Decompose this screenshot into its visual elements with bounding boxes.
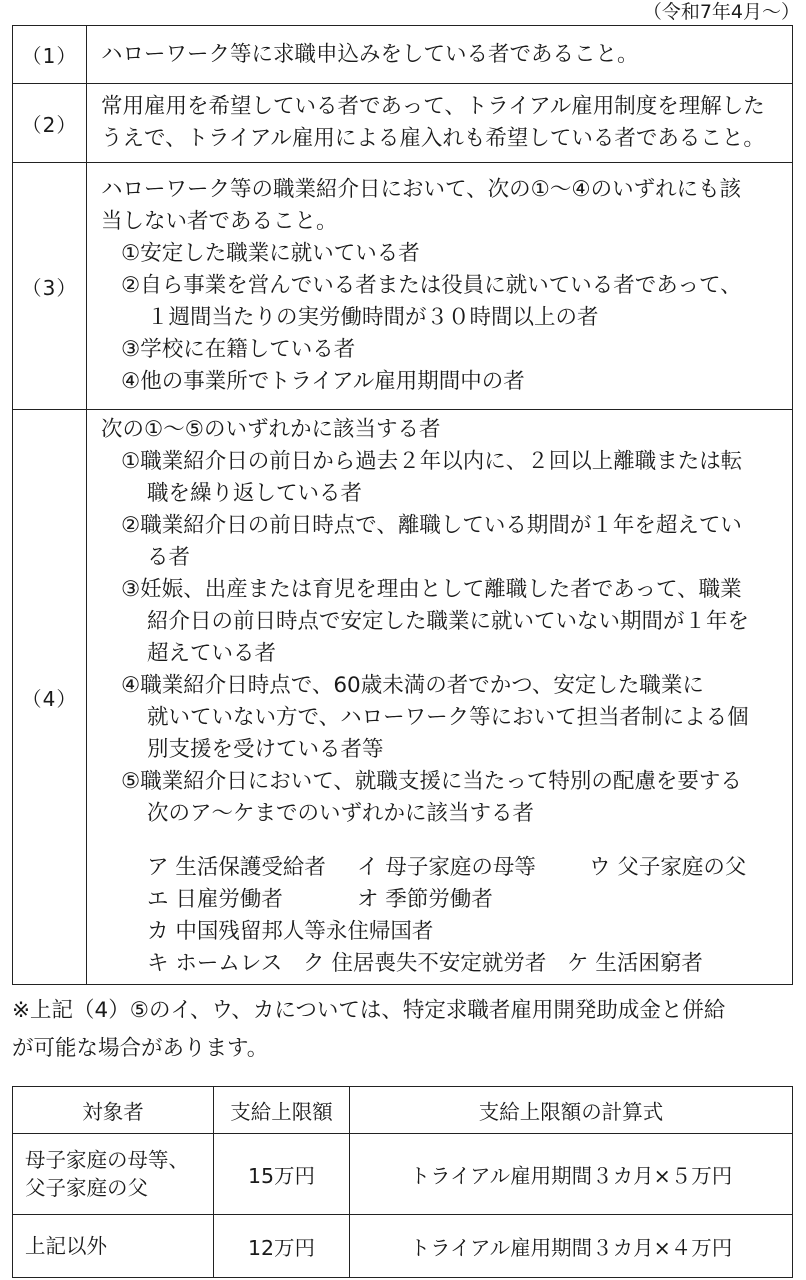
category-line [147,916,782,948]
requirement-line: 当しない者であること。 [101,209,338,234]
category-item: ケ 生活困窮者 [567,951,703,976]
exclusion-item-continued: １週間当たりの実労働時間が３０時間以上の者 [147,305,599,330]
table-row [13,1215,793,1278]
formula-cell: トライアル雇用期間３カ月×５万円 [350,1134,793,1215]
condition-item-continued: 職を繰り返している者 [147,481,363,506]
category-item: カ 中国残留邦人等永住帰国者 [147,919,434,944]
limit-cell: 15万円 [214,1134,350,1215]
effective-date-note: （令和7年4月〜） [642,1,800,23]
condition-item: ③妊娠、出産または育児を理由として離職した者であって、職業 [121,577,742,602]
exclusion-item: ①安定した職業に就いている者 [121,241,420,266]
requirement-line: うえで、トライアル雇用による雇入れも希望している者であること。 [101,126,765,151]
target-line: 上記以外 [25,1234,107,1258]
condition-item: ②職業紹介日の前日時点で、離職している期間が１年を超えてい [121,513,742,538]
limit-cell: 12万円 [214,1215,350,1278]
exclusion-item: ④他の事業所でトライアル雇用期間中の者 [121,369,525,394]
column-header: 支給上限額 [214,1087,350,1134]
condition-item: ④職業紹介日時点で、60歳未満の者でかつ、安定した職業に [121,673,704,698]
condition-item-continued: る者 [147,545,191,570]
condition-item: ⑤職業紹介日において、就職支援に当たって特別の配慮を要する [121,769,742,794]
category-line [147,852,782,884]
category-line [147,884,782,916]
category-item: イ 母子家庭の母等 [357,855,536,880]
category-item: キ ホームレス [147,951,283,976]
note-line: ※上記（4）⑤のイ、ウ、カについては、特定求職者雇用開発助成金と併給 [12,998,726,1023]
note-line: が可能な場合があります。 [12,1036,269,1061]
table-header-row [13,1087,793,1134]
condition-item: ①職業紹介日の前日から過去２年以内に、２回以上離職または転 [121,449,743,474]
column-header: 対象者 [13,1087,214,1134]
requirement-line: 常用雇用を希望している者であって、トライアル雇用制度を理解した [101,94,765,119]
condition-item-continued: 就いていない方で、ハローワーク等において担当者制による個 [147,705,749,730]
target-line: 父子家庭の父 [25,1176,148,1200]
category-list [101,852,782,980]
category-item: オ 季節労働者 [357,887,493,912]
requirement-text [87,26,793,84]
category-item: ク 住居喪失不安定就労者 [303,951,547,976]
requirement-number: （3） [13,163,87,410]
requirement-number: （4） [13,410,87,985]
condition-item-continued: 次のア〜ケまでのいずれかに該当する者 [147,801,535,826]
target-line: 母子家庭の母等、 [25,1148,189,1172]
supplementary-note [12,992,802,1068]
exclusion-item: ②自ら事業を営んでいる者または役員に就いている者であって、 [121,273,742,298]
requirement-text [87,163,793,410]
requirement-number: （2） [13,84,87,163]
eligibility-requirements-table [12,25,793,985]
payment-limit-table [12,1086,793,1278]
requirement-text [87,84,793,163]
category-line [147,948,782,980]
condition-item-continued: 別支援を受けている者等 [147,737,384,762]
requirement-row-1 [13,26,793,84]
formula-cell: トライアル雇用期間３カ月×４万円 [350,1215,793,1278]
requirement-line: ハローワーク等に求職申込みをしている者であること。 [101,41,639,67]
requirement-row-3 [13,163,793,410]
requirement-text [87,410,793,985]
category-item: ウ 父子家庭の父 [589,855,747,880]
condition-item-continued: 紹介日の前日時点で安定した職業に就いていない期間が１年を [147,609,750,634]
requirement-line: 次の①〜⑤のいずれかに該当する者 [101,417,441,442]
target-cell [13,1215,214,1278]
exclusion-item: ③学校に在籍している者 [121,337,356,362]
target-cell [13,1134,214,1215]
requirement-line: ハローワーク等の職業紹介日において、次の①〜④のいずれにも該 [101,177,742,202]
requirement-row-2 [13,84,793,163]
condition-item-continued: 超えている者 [147,641,277,666]
requirement-number: （1） [13,26,87,84]
category-item: ア 生活保護受給者 [147,855,326,880]
category-item: エ 日雇労働者 [147,887,283,912]
column-header: 支給上限額の計算式 [350,1087,793,1134]
requirement-row-4 [13,410,793,985]
table-row [13,1134,793,1215]
